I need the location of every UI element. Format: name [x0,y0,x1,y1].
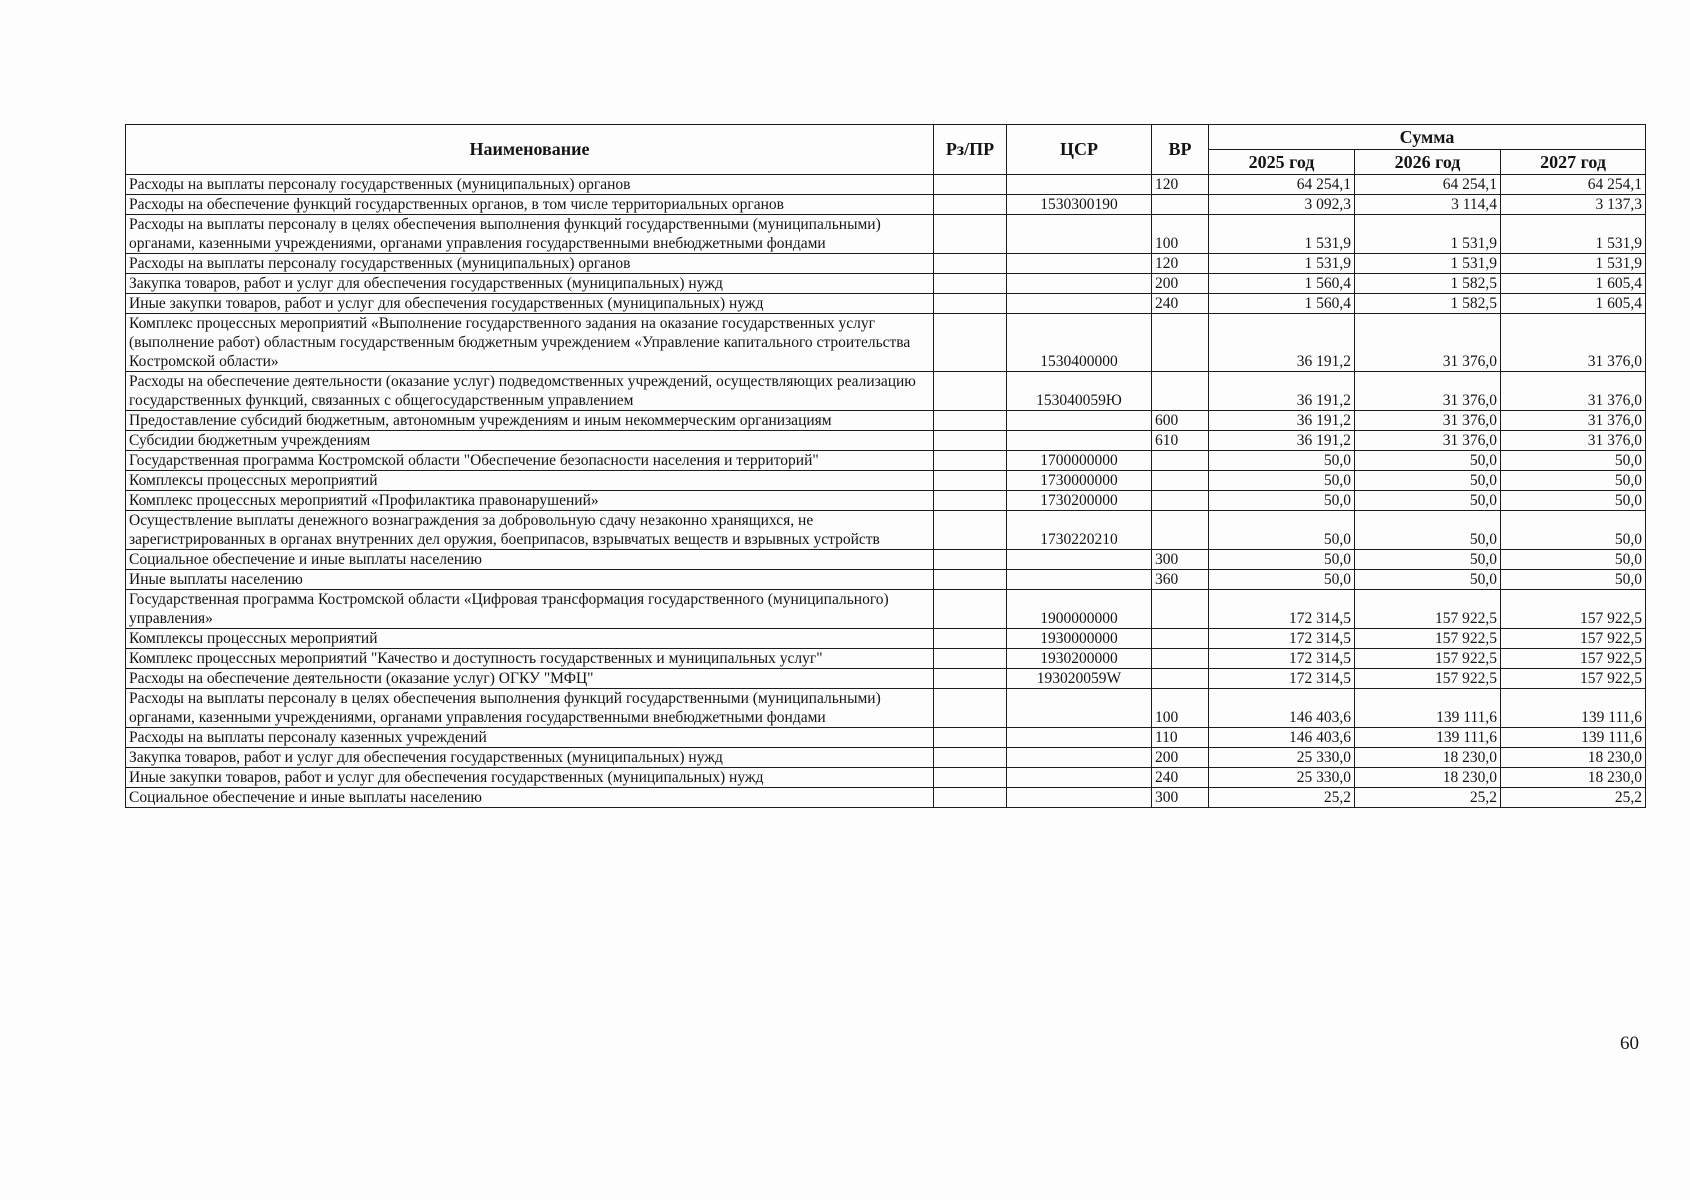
row-value-2025: 25,2 [1209,788,1355,808]
row-csr: 193020059W [1007,669,1152,689]
row-value-2026: 1 531,9 [1355,254,1501,274]
row-value-2027: 50,0 [1501,570,1646,590]
row-csr [1007,768,1152,788]
row-rz [934,748,1007,768]
row-vr: 200 [1152,274,1209,294]
row-value-2025: 146 403,6 [1209,689,1355,728]
row-value-2027: 1 531,9 [1501,254,1646,274]
row-csr [1007,294,1152,314]
header-year-2026: 2026 год [1355,150,1501,175]
row-vr: 110 [1152,728,1209,748]
row-rz [934,471,1007,491]
row-rz [934,788,1007,808]
table-row [126,471,1646,491]
row-value-2026: 50,0 [1355,511,1501,550]
page-number: 60 [1620,1033,1639,1054]
row-rz [934,590,1007,629]
row-rz [934,274,1007,294]
header-year-2025: 2025 год [1209,150,1355,175]
row-vr [1152,491,1209,511]
row-value-2025: 50,0 [1209,570,1355,590]
row-value-2026: 1 582,5 [1355,294,1501,314]
table-row [126,215,1646,254]
row-name: Расходы на выплаты персоналу в целях обеспечения выполнения функций государственными (муниципальными) органами, казенными учреждениями, органами управления государственными внебюджетными фондами [126,689,934,728]
row-value-2027: 18 230,0 [1501,748,1646,768]
row-name: Субсидии бюджетным учреждениям [126,431,934,451]
header-rz: Рз/ПР [934,125,1007,175]
row-rz [934,431,1007,451]
table-row [126,728,1646,748]
row-name: Расходы на обеспечение функций государственных органов, в том числе территориальных органов [126,195,934,215]
table-header [126,125,1646,175]
row-value-2026: 157 922,5 [1355,629,1501,649]
row-name: Комплекс процессных мероприятий "Качество и доступность государственных и муниципальных услуг" [126,649,934,669]
row-name: Расходы на выплаты персоналу казенных учреждений [126,728,934,748]
row-value-2027: 139 111,6 [1501,728,1646,748]
row-value-2027: 157 922,5 [1501,629,1646,649]
row-value-2025: 172 314,5 [1209,590,1355,629]
header-year-2027: 2027 год [1501,150,1646,175]
row-name: Иные выплаты населению [126,570,934,590]
table-row [126,451,1646,471]
row-name: Расходы на выплаты персоналу государственных (муниципальных) органов [126,254,934,274]
row-vr: 100 [1152,215,1209,254]
budget-sheet [125,124,1645,808]
row-vr: 120 [1152,254,1209,274]
row-value-2027: 31 376,0 [1501,372,1646,411]
row-vr: 360 [1152,570,1209,590]
row-value-2025: 146 403,6 [1209,728,1355,748]
row-value-2027: 50,0 [1501,511,1646,550]
row-csr [1007,748,1152,768]
row-rz [934,451,1007,471]
row-value-2025: 50,0 [1209,491,1355,511]
row-name: Расходы на обеспечение деятельности (оказание услуг) подведомственных учреждений, осуществляющих реализацию государственных функций, связанных с общегосударственным управлением [126,372,934,411]
row-value-2026: 50,0 [1355,451,1501,471]
row-vr [1152,372,1209,411]
row-rz [934,195,1007,215]
row-value-2026: 18 230,0 [1355,748,1501,768]
row-value-2026: 50,0 [1355,550,1501,570]
row-value-2027: 1 531,9 [1501,215,1646,254]
row-vr: 300 [1152,788,1209,808]
row-value-2027: 3 137,3 [1501,195,1646,215]
row-value-2027: 50,0 [1501,491,1646,511]
row-value-2025: 25 330,0 [1209,768,1355,788]
row-name: Осуществление выплаты денежного вознаграждения за добровольную сдачу незаконно хранящихся, не зарегистрированных в органах внутренних дел оружия, боеприпасов, взрывчатых веществ и взрывных устройств [126,511,934,550]
row-value-2026: 50,0 [1355,471,1501,491]
row-csr: 1900000000 [1007,590,1152,629]
row-value-2025: 36 191,2 [1209,411,1355,431]
table-row [126,768,1646,788]
row-value-2026: 139 111,6 [1355,728,1501,748]
row-name: Закупка товаров, работ и услуг для обеспечения государственных (муниципальных) нужд [126,274,934,294]
row-value-2026: 25,2 [1355,788,1501,808]
row-csr: 1930000000 [1007,629,1152,649]
row-rz [934,411,1007,431]
row-rz [934,314,1007,372]
table-row [126,649,1646,669]
row-csr [1007,254,1152,274]
header-csr: ЦСР [1007,125,1152,175]
row-rz [934,689,1007,728]
table-row [126,511,1646,550]
row-value-2025: 36 191,2 [1209,431,1355,451]
row-value-2025: 25 330,0 [1209,748,1355,768]
table-row [126,195,1646,215]
table-row [126,570,1646,590]
table-body [126,175,1646,808]
row-value-2026: 50,0 [1355,570,1501,590]
table-row [126,689,1646,728]
row-name: Комплекс процессных мероприятий «Выполнение государственного задания на оказание государственных услуг (выполнение работ) областным государственным бюджетным учреждением «Управление капитального строительства Костромской области» [126,314,934,372]
table-row [126,411,1646,431]
row-value-2025: 1 531,9 [1209,215,1355,254]
row-vr [1152,669,1209,689]
row-rz [934,491,1007,511]
row-rz [934,175,1007,195]
row-rz [934,294,1007,314]
row-vr [1152,511,1209,550]
row-value-2027: 1 605,4 [1501,274,1646,294]
row-value-2027: 1 605,4 [1501,294,1646,314]
row-vr [1152,195,1209,215]
row-value-2027: 25,2 [1501,788,1646,808]
row-csr [1007,570,1152,590]
row-value-2025: 36 191,2 [1209,314,1355,372]
table-row [126,314,1646,372]
row-value-2027: 18 230,0 [1501,768,1646,788]
row-value-2027: 50,0 [1501,471,1646,491]
row-value-2026: 50,0 [1355,491,1501,511]
row-value-2027: 157 922,5 [1501,649,1646,669]
row-name: Закупка товаров, работ и услуг для обеспечения государственных (муниципальных) нужд [126,748,934,768]
row-value-2026: 18 230,0 [1355,768,1501,788]
row-value-2026: 31 376,0 [1355,314,1501,372]
row-csr: 153040059Ю [1007,372,1152,411]
row-name: Социальное обеспечение и иные выплаты населению [126,788,934,808]
row-vr: 200 [1152,748,1209,768]
table-row [126,274,1646,294]
row-value-2027: 139 111,6 [1501,689,1646,728]
row-name: Предоставление субсидий бюджетным, автономным учреждениям и иным некоммерческим организациям [126,411,934,431]
row-name: Расходы на выплаты персоналу в целях обеспечения выполнения функций государственными (муниципальными) органами, казенными учреждениями, органами управления государственными внебюджетными фондами [126,215,934,254]
row-name: Иные закупки товаров, работ и услуг для обеспечения государственных (муниципальных) нужд [126,294,934,314]
row-vr: 100 [1152,689,1209,728]
row-value-2025: 36 191,2 [1209,372,1355,411]
row-csr [1007,431,1152,451]
row-name: Государственная программа Костромской области «Цифровая трансформация государственного (муниципального) управления» [126,590,934,629]
row-csr: 1930200000 [1007,649,1152,669]
row-csr: 1730200000 [1007,491,1152,511]
table-row [126,372,1646,411]
table-row [126,431,1646,451]
row-value-2027: 31 376,0 [1501,411,1646,431]
row-name: Расходы на обеспечение деятельности (оказание услуг) ОГКУ "МФЦ" [126,669,934,689]
row-value-2027: 50,0 [1501,550,1646,570]
table-row [126,590,1646,629]
row-rz [934,254,1007,274]
row-value-2026: 3 114,4 [1355,195,1501,215]
row-value-2027: 64 254,1 [1501,175,1646,195]
row-csr [1007,689,1152,728]
row-value-2026: 157 922,5 [1355,590,1501,629]
row-value-2025: 1 531,9 [1209,254,1355,274]
table-row [126,491,1646,511]
row-value-2025: 3 092,3 [1209,195,1355,215]
row-vr [1152,590,1209,629]
row-name: Комплекс процессных мероприятий «Профилактика правонарушений» [126,491,934,511]
row-vr: 610 [1152,431,1209,451]
row-csr [1007,411,1152,431]
table-row [126,748,1646,768]
row-vr: 300 [1152,550,1209,570]
row-rz [934,649,1007,669]
row-name: Расходы на выплаты персоналу государственных (муниципальных) органов [126,175,934,195]
row-value-2026: 1 531,9 [1355,215,1501,254]
row-value-2026: 139 111,6 [1355,689,1501,728]
table-row [126,788,1646,808]
row-name: Иные закупки товаров, работ и услуг для обеспечения государственных (муниципальных) нужд [126,768,934,788]
row-vr: 240 [1152,768,1209,788]
row-rz [934,768,1007,788]
header-vr: ВР [1152,125,1209,175]
row-value-2026: 157 922,5 [1355,649,1501,669]
row-csr [1007,788,1152,808]
row-value-2025: 1 560,4 [1209,274,1355,294]
row-value-2027: 157 922,5 [1501,590,1646,629]
header-sum: Сумма [1209,125,1646,150]
row-value-2025: 1 560,4 [1209,294,1355,314]
row-value-2025: 172 314,5 [1209,629,1355,649]
row-value-2026: 31 376,0 [1355,411,1501,431]
row-name: Комплексы процессных мероприятий [126,471,934,491]
budget-table [125,124,1646,808]
row-rz [934,728,1007,748]
row-vr: 120 [1152,175,1209,195]
row-rz [934,215,1007,254]
row-rz [934,372,1007,411]
row-vr: 240 [1152,294,1209,314]
table-row [126,294,1646,314]
row-csr [1007,215,1152,254]
row-value-2025: 50,0 [1209,471,1355,491]
row-csr [1007,550,1152,570]
row-value-2026: 64 254,1 [1355,175,1501,195]
row-csr [1007,175,1152,195]
table-row [126,175,1646,195]
row-csr: 1730220210 [1007,511,1152,550]
row-csr: 1530300190 [1007,195,1152,215]
row-value-2027: 31 376,0 [1501,314,1646,372]
row-vr [1152,649,1209,669]
row-value-2026: 157 922,5 [1355,669,1501,689]
table-row [126,254,1646,274]
row-value-2027: 31 376,0 [1501,431,1646,451]
row-value-2027: 50,0 [1501,451,1646,471]
row-csr: 1700000000 [1007,451,1152,471]
row-value-2025: 50,0 [1209,451,1355,471]
row-rz [934,511,1007,550]
header-name: Наименование [126,125,934,175]
row-vr [1152,314,1209,372]
row-value-2025: 50,0 [1209,550,1355,570]
row-value-2026: 1 582,5 [1355,274,1501,294]
row-name: Социальное обеспечение и иные выплаты населению [126,550,934,570]
row-vr: 600 [1152,411,1209,431]
row-value-2025: 64 254,1 [1209,175,1355,195]
row-name: Государственная программа Костромской области "Обеспечение безопасности населения и территорий" [126,451,934,471]
row-rz [934,570,1007,590]
row-csr [1007,728,1152,748]
row-csr: 1530400000 [1007,314,1152,372]
row-name: Комплексы процессных мероприятий [126,629,934,649]
table-row [126,629,1646,649]
row-vr [1152,471,1209,491]
row-rz [934,629,1007,649]
row-vr [1152,451,1209,471]
row-value-2025: 172 314,5 [1209,649,1355,669]
row-value-2026: 31 376,0 [1355,431,1501,451]
row-rz [934,550,1007,570]
table-row [126,669,1646,689]
row-rz [934,669,1007,689]
row-value-2025: 50,0 [1209,511,1355,550]
row-csr [1007,274,1152,294]
row-value-2027: 157 922,5 [1501,669,1646,689]
table-row [126,550,1646,570]
row-value-2025: 172 314,5 [1209,669,1355,689]
row-vr [1152,629,1209,649]
row-value-2026: 31 376,0 [1355,372,1501,411]
row-csr: 1730000000 [1007,471,1152,491]
